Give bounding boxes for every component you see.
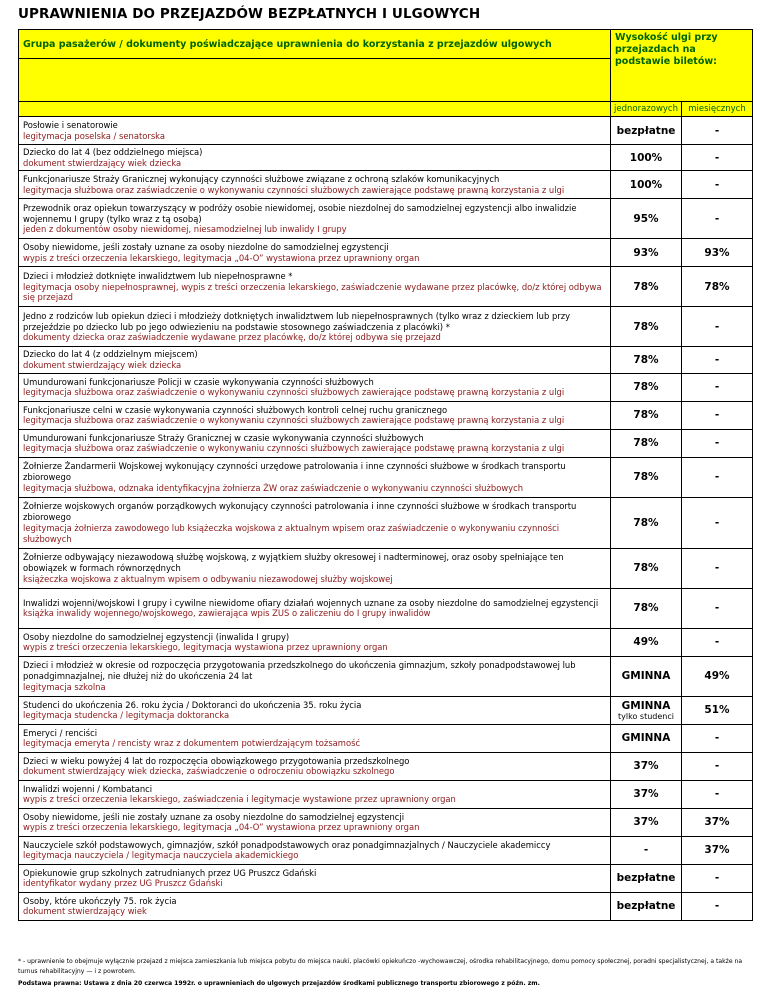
single-ticket-value: 78% [633,354,659,367]
passenger-group: Emeryci / renciści [23,727,98,738]
table-row [19,892,753,920]
passenger-group: Osoby, które ukończyły 75. rok życia [23,895,177,906]
required-document: wypis z treści orzeczenia lekarskiego, legitymacja wystawiona przez uprawniony organ [23,642,388,653]
single-ticket-value: 78% [633,280,659,293]
single-ticket-discount [611,401,682,429]
required-document: identyfikator wydany przez UG Pruszcz Gdański [23,878,223,889]
monthly-ticket-discount: - [682,892,753,920]
single-ticket-discount [611,307,682,347]
required-document: dokument stwierdzający wiek dziecka, zaświadczenie o odroczeniu obowiązku szkolnego [23,766,395,777]
monthly-ticket-discount: 78% [682,267,753,307]
table-body [19,117,753,921]
monthly-ticket-discount: - [682,548,753,588]
required-document: książeczka wojskowa z aktualnym wpisem o odbywaniu niezawodowej służby wojskowej [23,573,393,584]
header-group-cell: Grupa pasażerów / dokumenty poświadczające uprawnienia do korzystania z przejazdów ulgowych [19,30,611,59]
table-row [19,836,753,864]
single-ticket-discount [611,347,682,373]
table-row [19,239,753,267]
monthly-ticket-discount: 37% [682,836,753,864]
single-ticket-value: GMINNA [621,699,671,712]
required-document: wypis z treści orzeczenia lekarskiego, legitymacja „04-O” wystawiona przez uprawniony organ [23,822,420,833]
table-row [19,656,753,696]
row-description [19,199,611,239]
single-ticket-discount [611,724,682,752]
required-document: dokument stwierdzający wiek [23,906,147,917]
passenger-group: Żołnierze Żandarmerii Wojskowej wykonujący czynności urzędowe patrolowania i inne czynności służbowe w środkach transportu zbiorowego [23,461,566,482]
single-ticket-value: 78% [633,409,659,422]
row-description [19,401,611,429]
passenger-group: Umundurowani funkcjonariusze Policji w czasie wykonywania czynności służbowych [23,376,374,387]
monthly-ticket-discount: 37% [682,808,753,836]
table-row [19,780,753,808]
monthly-ticket-discount: - [682,724,753,752]
single-ticket-discount [611,780,682,808]
required-document: legitymacja szkolna [23,681,106,692]
row-description [19,307,611,347]
single-ticket-value: 78% [633,437,659,450]
passenger-group: Przewodnik oraz opiekun towarzyszący w podróży osobie niewidomej, osobie niezdolnej do samodzielnej egzystencji albo inwalidzie wojennemu I grupy (tylko wraz z tą osobą) [23,202,577,224]
row-description [19,429,611,457]
table-row [19,628,753,656]
table-row [19,347,753,373]
table-row [19,401,753,429]
required-document: wypis z treści orzeczenia lekarskiego, legitymacja „04-O” wystawiona przez uprawniony organ [23,252,420,263]
row-description [19,171,611,199]
passenger-group: Nauczyciele szkół podstawowych, gimnazjów, szkół ponadpodstawowych oraz ponadgimnazjalnych / Nauczyciele akademiccy [23,839,551,850]
single-ticket-discount [611,628,682,656]
single-ticket-discount [611,864,682,892]
required-document: jeden z dokumentów osoby niewidomej, niesamodzielnej lub inwalidy I grupy [23,224,347,235]
header-spacer [19,59,611,102]
single-ticket-value: 49% [633,636,659,649]
table-row [19,696,753,724]
required-document: legitymacja służbowa oraz zaświadczenie o wykonywaniu czynności służbowych zawierające podstawę prawną korzystania z ulgi [23,387,565,398]
footnote: * - uprawnienie to obejmuje wyłącznie przejazd z miejsca zamieszkania lub miejsca pobytu do miejsca nauki, placówki opiekuńczo -wychowawczej, ośrodka rehabilitacyjnego, domu pomocy społecznej, poradni specjalistycznej, a także na turnus rehabilitacyjny — i z powrotem. [18,958,743,975]
passenger-group: Opiekunowie grup szkolnych zatrudnianych przez UG Pruszcz Gdański [23,867,317,878]
passenger-group: Dziecko do lat 4 (bez oddzielnego miejsca) [23,147,203,157]
page-title: UPRAWNIENIA DO PRZEJAZDÓW BEZPŁATNYCH I ULGOWYCH [18,6,481,22]
single-ticket-discount [611,656,682,696]
single-ticket-discount [611,117,682,145]
monthly-ticket-discount: - [682,199,753,239]
monthly-ticket-discount: - [682,780,753,808]
passenger-group: Dziecko do lat 4 (z oddzielnym miejscem) [23,349,198,360]
passenger-group: Żołnierze wojskowych organów porządkowych wykonujący czynności patrolowania i inne czynności służbowe w środkach transportu zbiorowego [23,501,577,523]
single-ticket-discount [611,497,682,548]
passenger-group: Dzieci w wieku powyżej 4 lat do rozpoczęcia obowiązkowego przygotowania przedszkolnego [23,755,410,766]
single-ticket-discount [611,752,682,780]
monthly-ticket-discount: - [682,864,753,892]
single-ticket-value: 78% [633,381,659,394]
row-description [19,864,611,892]
single-ticket-value: 95% [633,212,659,225]
passenger-group: Posłowie i senatorowie [23,119,118,130]
passenger-group: Osoby niezdolne do samodzielnej egzystencji (inwalida I grupy) [23,631,290,642]
required-document: wypis z treści orzeczenia lekarskiego, zaświadczenia i legitymacje wystawione przez uprawniony organ [23,794,456,805]
header-single: jednorazowych [611,102,682,117]
passenger-group: Inwalidzi wojenni/wojskowi I grupy i cywilne niewidome ofiary działań wojennych uznane za osoby niezdolne do samodzielnej egzystencji [23,597,599,608]
single-ticket-value: 37% [633,760,659,773]
single-ticket-discount [611,429,682,457]
table-row [19,171,753,199]
single-ticket-discount [611,836,682,864]
monthly-ticket-discount: - [682,347,753,373]
single-ticket-discount [611,239,682,267]
passenger-group: Inwalidzi wojenni / Kombatanci [23,783,153,794]
monthly-ticket-discount: - [682,117,753,145]
passenger-group: Studenci do ukończenia 26. roku życia / Doktoranci do ukończenia 35. roku życia [23,699,362,710]
passenger-group: Funkcjonariusze celni w czasie wykonywania czynności służbowych kontroli celnej ruchu granicznego [23,404,448,415]
table-row [19,808,753,836]
single-ticket-value: 78% [633,516,659,529]
monthly-ticket-discount: 93% [682,239,753,267]
table-row [19,864,753,892]
row-description [19,724,611,752]
passenger-group: Jedno z rodziców lub opiekun dzieci i młodzieży dotkniętych inwalidztwem lub niepełnosprawnych (tylko wraz z dzieckiem lub przy przejeździe po dziecko lub po jego odwiezieniu na podstawie stosownego zaświadczenia z placówki) * [23,310,571,332]
single-ticket-discount [611,588,682,628]
single-ticket-value: 37% [633,788,659,801]
table-row [19,724,753,752]
table-row [19,145,753,171]
single-ticket-discount [611,892,682,920]
row-description [19,117,611,145]
single-ticket-discount [611,808,682,836]
required-document: legitymacja osoby niepełnosprawnej, wypis z treści orzeczenia lekarskiego, zaświadczenie wydawane przez placówkę, do/z której odbywa się przejazd [23,281,602,303]
table-row [19,373,753,401]
table-row [19,497,753,548]
table-row [19,429,753,457]
header-spacer-2 [19,102,611,117]
single-ticket-note: tylko studenci [618,711,674,721]
legal-basis: Podstawa prawna: Ustawa z dnia 20 czerwca 1992r. o uprawnieniach do ulgowych przejazdów środkami publicznego transportu zbiorowego z późn. zm. [18,980,540,987]
single-ticket-value: 78% [633,320,659,333]
row-description [19,656,611,696]
single-ticket-discount [611,373,682,401]
header-monthly: miesięcznych [682,102,753,117]
row-description [19,267,611,307]
single-ticket-value: 78% [633,471,659,484]
monthly-ticket-discount: - [682,497,753,548]
monthly-ticket-discount: - [682,373,753,401]
table-row [19,307,753,347]
row-description [19,696,611,724]
single-ticket-discount [611,548,682,588]
single-ticket-value: bezpłatne [616,900,676,913]
required-document: książka inwalidy wojennego/wojskowego, zawierająca wpis ZUS o zaliczeniu do I grupy inwalidów [23,608,431,619]
monthly-ticket-discount: - [682,171,753,199]
single-ticket-value: bezpłatne [616,872,676,885]
required-document: legitymacja służbowa oraz zaświadczenie o wykonywaniu czynności służbowych zawierające podstawę prawną korzystania z ulgi [23,415,565,426]
single-ticket-value: - [643,844,649,857]
required-document: legitymacja poselska / senatorska [23,130,166,141]
row-description [19,588,611,628]
table-row [19,588,753,628]
required-document: dokument stwierdzający wiek dziecka [23,360,182,371]
required-document: legitymacja nauczyciela / legitymacja nauczyciela akademickiego [23,850,299,861]
required-document: legitymacja służbowa, odznaka identyfikacyjna żołnierza ŻW oraz zaświadczenie o wykonywaniu czynności służbowych [23,482,524,493]
single-ticket-discount [611,171,682,199]
monthly-ticket-discount: - [682,401,753,429]
monthly-ticket-discount: 49% [682,656,753,696]
single-ticket-value: 78% [633,602,659,615]
required-document: legitymacja służbowa oraz zaświadczenie o wykonywaniu czynności służbowych zawierające podstawę prawną korzystania z ulgi [23,184,565,195]
monthly-ticket-discount: - [682,588,753,628]
row-description [19,628,611,656]
single-ticket-value: 100% [629,151,663,164]
single-ticket-value: 100% [629,178,663,191]
single-ticket-value: bezpłatne [616,124,676,137]
passenger-group: Dzieci i młodzież dotknięte inwalidztwem lub niepełnosprawne * [23,270,293,281]
row-description [19,457,611,497]
passenger-group: Osoby niewidome, jeśli nie zostały uznane za osoby niezdolne do samodzielnej egzystencji [23,811,405,822]
passenger-group: Umundurowani funkcjonariusze Straży Granicznej w czasie wykonywania czynności służbowych [23,432,424,443]
table-row [19,548,753,588]
single-ticket-value: GMINNA [621,670,671,683]
table-row [19,117,753,145]
single-ticket-value: 78% [633,562,659,575]
passenger-group: Osoby niewidome, jeśli zostały uznane za osoby niezdolne do samodzielnej egzystencji [23,242,389,253]
row-description [19,808,611,836]
row-description [19,497,611,548]
header-amount-cell: Wysokość ulgi przy przejazdach na podstawie biletów: [611,30,753,102]
single-ticket-discount [611,145,682,171]
required-document: legitymacja emeryta / rencisty wraz z dokumentem potwierdzającym tożsamość [23,738,361,749]
row-description [19,239,611,267]
required-document: legitymacja studencka / legitymacja doktorancka [23,710,230,721]
passenger-group: Żołnierze odbywający niezawodową służbę wojskową, z wyjątkiem służby okresowej i nadterminowej, oraz osoby spełniające ten obowiązek w formach równorzędnych [23,552,564,573]
required-document: dokumenty dziecka oraz zaświadczenie wydawane przez placówkę, do/z której odbywa się przejazd [23,332,441,343]
single-ticket-discount [611,696,682,724]
required-document: legitymacja żołnierza zawodowego lub książeczka wojskowa z aktualnym wpisem oraz zaświadczenie o wykonywaniu czynności służbowych [23,522,560,544]
single-ticket-value: 37% [633,816,659,829]
row-description [19,145,611,171]
row-description [19,780,611,808]
row-description [19,892,611,920]
single-ticket-value: GMINNA [621,732,671,745]
table-row [19,267,753,307]
passenger-group: Funkcjonariusze Straży Granicznej wykonujący czynności służbowe związane z ochroną szlaków komunikacyjnych [23,174,500,185]
row-description [19,548,611,588]
monthly-ticket-discount: - [682,628,753,656]
required-document: dokument stwierdzający wiek dziecka [23,157,182,168]
single-ticket-discount [611,199,682,239]
monthly-ticket-discount: 51% [682,696,753,724]
single-ticket-value: 93% [633,246,659,259]
monthly-ticket-discount: - [682,307,753,347]
monthly-ticket-discount: - [682,752,753,780]
row-description [19,373,611,401]
single-ticket-discount [611,457,682,497]
monthly-ticket-discount: - [682,429,753,457]
row-description [19,836,611,864]
table-row [19,457,753,497]
single-ticket-discount [611,267,682,307]
row-description [19,347,611,373]
monthly-ticket-discount: - [682,145,753,171]
required-document: legitymacja służbowa oraz zaświadczenie o wykonywaniu czynności służbowych zawierające podstawę prawną korzystania z ulgi [23,443,565,454]
table-row [19,752,753,780]
passenger-group: Dzieci i młodzież w okresie od rozpoczęcia przygotowania przedszkolnego do ukończenia gimnazjum, szkoły ponadpodstawowej lub ponadgimnazjalnej, nie dłużej niż do ukończenia 24 lat [23,660,576,681]
discount-table [18,29,753,921]
table-row [19,199,753,239]
row-description [19,752,611,780]
monthly-ticket-discount: - [682,457,753,497]
